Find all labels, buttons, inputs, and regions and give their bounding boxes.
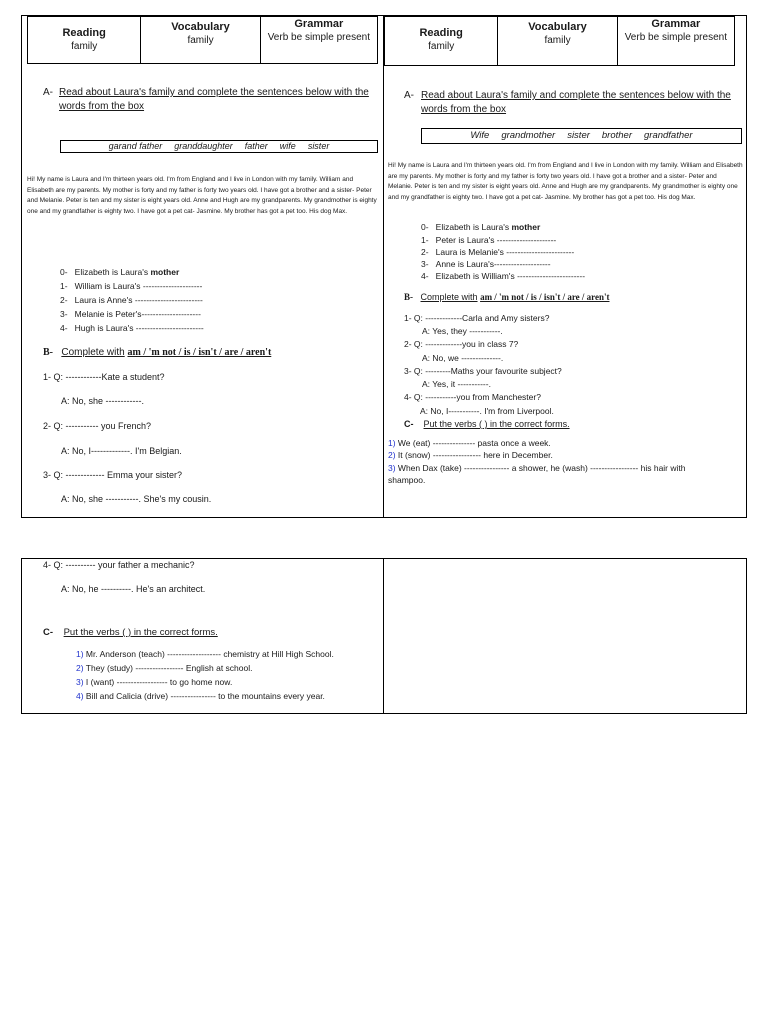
left-header-table bbox=[27, 16, 378, 64]
header-grammar: Grammar Verb be simple present bbox=[624, 18, 727, 43]
right-item-0: 0- Elizabeth is Laura's mother bbox=[421, 222, 541, 232]
top-center-divider bbox=[383, 15, 384, 518]
right-item-2: 2- Laura is Melanie's ------------------------ bbox=[421, 247, 575, 257]
lower-c-item-2: 2) They (study) ----------------- English at school. bbox=[76, 663, 253, 673]
right-header-table bbox=[384, 16, 735, 66]
word-box-item: garand father bbox=[108, 141, 163, 151]
header-reading: Reading family bbox=[385, 17, 498, 65]
right-item-1: 1- Peter is Laura's --------------------- bbox=[421, 235, 557, 245]
left-b-answer-2: A: No, I-------------. I'm Belgian. bbox=[61, 446, 182, 456]
right-b-question-4: 4- Q: -----------you from Manchester? bbox=[404, 392, 541, 402]
word-box-item: brother bbox=[601, 130, 632, 141]
word-box-item: sister bbox=[567, 130, 590, 141]
left-section-b-instruction: B- Complete with am / 'm not / is / isn't / are / aren't bbox=[43, 347, 272, 358]
left-b-question-1: 1- Q: ------------Kate a student? bbox=[43, 372, 165, 382]
right-c-item-2: 2) It (snow) ----------------- here in December. bbox=[388, 450, 553, 460]
header-vocabulary: Vocabulary family bbox=[141, 17, 260, 63]
right-section-a-instruction: A- Read about Laura's family and complete the sentences below with the words from the box bbox=[404, 90, 731, 115]
word-box-item: father bbox=[244, 141, 268, 151]
lower-c-item-3: 3) I (want) ------------------ to go home now. bbox=[76, 677, 233, 687]
right-item-3: 3- Anne is Laura's-------------------- bbox=[421, 259, 551, 269]
left-item-4: 4- Hugh is Laura's ------------------------ bbox=[60, 323, 204, 333]
right-word-box bbox=[421, 128, 742, 144]
word-box-item: Wife bbox=[470, 130, 490, 141]
left-item-3: 3- Melanie is Peter's--------------------- bbox=[60, 309, 201, 319]
right-b-answer-1: A: Yes, they -----------. bbox=[422, 326, 503, 336]
lower-b-question-4: 4- Q: ---------- your father a mechanic? bbox=[43, 560, 195, 570]
right-b-answer-3: A: Yes, it -----------. bbox=[422, 379, 491, 389]
lower-c-item-4: 4) Bill and Calicia (drive) ---------------- to the mountains every year. bbox=[76, 691, 325, 701]
right-b-answer-2: A: No, we --------------. bbox=[422, 353, 504, 363]
left-item-2: 2- Laura is Anne's ------------------------ bbox=[60, 295, 203, 305]
right-b-question-3: 3- Q: ---------Maths your favourite subject? bbox=[404, 366, 562, 376]
left-item-1: 1- William is Laura's --------------------- bbox=[60, 281, 203, 291]
left-b-question-2: 2- Q: ----------- you French? bbox=[43, 421, 151, 431]
bottom-center-divider bbox=[383, 558, 384, 714]
lower-c-item-1: 1) Mr. Anderson (teach) ------------------- chemistry at Hill High School. bbox=[76, 649, 334, 659]
example-answer: mother bbox=[150, 267, 180, 277]
header-grammar: Grammar Verb be simple present bbox=[267, 18, 370, 43]
right-b-answer-4: A: No, I-----------. I'm from Liverpool. bbox=[420, 406, 554, 416]
header-reading: Reading family bbox=[28, 17, 141, 63]
left-b-question-3: 3- Q: ------------- Emma your sister? bbox=[43, 470, 182, 480]
left-item-0: 0- Elizabeth is Laura's mother bbox=[60, 267, 180, 277]
right-c-item-1: 1) We (eat) --------------- pasta once a week. bbox=[388, 438, 551, 448]
left-word-box bbox=[60, 140, 378, 153]
header-vocabulary: Vocabulary family bbox=[498, 17, 617, 65]
right-b-question-1: 1- Q: -------------Carla and Amy sisters? bbox=[404, 313, 550, 323]
right-c-item-3: 3) When Dax (take) ---------------- a shower, he (wash) ----------------- his hair with shampoo. bbox=[388, 463, 686, 485]
word-box-item: grandfather bbox=[644, 130, 693, 141]
lower-section-c-instruction: C- Put the verbs ( ) in the correct forms. bbox=[43, 627, 218, 638]
right-b-question-2: 2- Q: -------------you in class 7? bbox=[404, 339, 519, 349]
left-b-answer-1: A: No, she ------------. bbox=[61, 396, 144, 406]
right-reading-paragraph: Hi! My name is Laura and I'm thirteen years old. I'm from England and I live in London with my family. William and Elisabeth are my parents. My mother is forty and my father is forty two years old. I have got a brother and a sister- Peter and Melanie. Peter is ten and my sister is eight years old. Anne and Hugh are my grandparents. My grandmother is eighty one and my grandfather is eighty two. I have got a pet cat- Jasmine. My brother has got a pet too. His dog Max. bbox=[388, 162, 743, 201]
right-section-c-instruction: C- Put the verbs ( ) in the correct forms. bbox=[404, 419, 570, 429]
word-box-item: granddaughter bbox=[174, 141, 233, 151]
right-section-b-instruction: B- Complete with am / 'm not / is / isn't / are / aren't bbox=[404, 292, 610, 302]
word-box-item: sister bbox=[307, 141, 330, 151]
left-reading-paragraph: Hi! My name is Laura and I'm thirteen years old. I'm from England and I live in London with my family. William and Elisabeth are my parents. My mother is forty and my father is forty two years old. I have got a brother and a sister- Peter and Melanie. Peter is ten and my sister is eight years old. Anne and Hugh are my grandparents. My grandmother is eighty one and my grandfather is eighty two. I have got a pet cat- Jasmine. My brother has got a pet too. His dog Max. bbox=[27, 176, 377, 215]
left-b-answer-3: A: No, she -----------. She's my cousin. bbox=[61, 494, 212, 504]
right-item-4: 4- Elizabeth is William's ------------------------ bbox=[421, 271, 586, 281]
example-answer: mother bbox=[511, 222, 541, 232]
left-section-a-instruction: A- Read about Laura's family and complete the sentences below with the words from the box bbox=[43, 87, 369, 112]
lower-b-answer-4: A: No, he ----------. He's an architect. bbox=[61, 584, 206, 594]
word-box-item: wife bbox=[279, 141, 296, 151]
word-box-item: grandmother bbox=[501, 130, 556, 141]
